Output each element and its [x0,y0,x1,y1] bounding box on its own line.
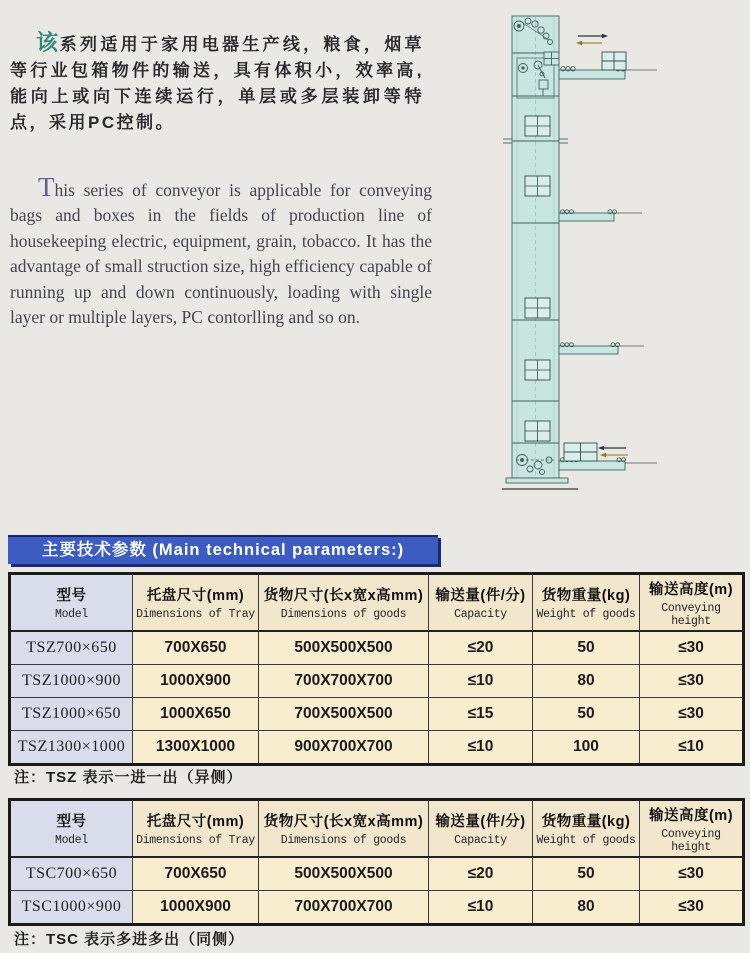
cell-goods-dimensions: 900X700X700 [259,731,429,765]
cell-weight-of-goods: 100 [533,731,640,765]
cell-conveying-height: ≤30 [640,891,744,925]
table-row [10,665,744,698]
cell-goods-dimensions: 500X500X500 [259,857,429,891]
column-header-conveying-height: 输送高度(m) Conveying height [640,800,744,858]
cell-capacity: ≤20 [429,857,533,891]
cell-capacity: ≤10 [429,731,533,765]
intro-zh-text: 系列适用于家用电器生产线，粮食，烟草等行业包箱物件的输送，具有体积小，效率高,能向上或向下连续运行，单层或多层装卸等特点，采用PC控制。 [10,35,424,132]
column-header-capacity: 输送量(件/分) Capacity [429,800,533,858]
cell-tray-dimensions: 1000X650 [133,698,259,731]
cell-weight-of-goods: 80 [533,665,640,698]
column-header-tray-dimensions: 托盘尺寸(mm) Dimensions of Tray [133,574,259,632]
cell-conveying-height: ≤30 [640,857,744,891]
tsc-note: 注：TSC 表示多进多出（同侧） [14,931,245,948]
cell-weight-of-goods: 50 [533,857,640,891]
cell-goods-dimensions: 700X700X700 [259,665,429,698]
tsz-spec-table [8,572,745,766]
cell-conveying-height: ≤30 [640,698,744,731]
cell-model: TSZ1300×1000 [10,731,133,765]
cell-goods-dimensions: 700X500X500 [259,698,429,731]
cell-model: TSZ1000×650 [10,698,133,731]
tsz-note: 注：TSZ 表示一进一出（异侧） [14,769,243,786]
table-row [10,891,744,925]
cell-model: TSZ1000×900 [10,665,133,698]
table-row [10,698,744,731]
column-header-goods-dimensions: 货物尺寸(长x宽x高mm) Dimensions of goods [259,574,429,632]
cell-conveying-height: ≤30 [640,665,744,698]
cell-conveying-height: ≤10 [640,731,744,765]
column-header-tray-dimensions: 托盘尺寸(mm) Dimensions of Tray [133,800,259,858]
cell-capacity: ≤10 [429,891,533,925]
cell-weight-of-goods: 50 [533,698,640,731]
column-header-capacity: 输送量(件/分) Capacity [429,574,533,632]
cell-model: TSC1000×900 [10,891,133,925]
column-header-conveying-height: 输送高度(m) Conveying height [640,574,744,632]
cell-tray-dimensions: 1300X1000 [133,731,259,765]
dropcap-zh: 该 [36,30,60,55]
column-header-weight-of-goods: 货物重量(kg) Weight of goods [533,800,640,858]
column-header-model: 型号 Model [10,574,133,632]
cell-tray-dimensions: 1000X900 [133,891,259,925]
intro-en-text: his series of conveyor is applicable for conveying bags and boxes in the fields of production line of housekeeping electric, equipment, grain, tobacco. It has the advantage of small struction size, high efficiency capable of running up and down continuously, loading with single layer or multiple layers, PC contorlling and so on. [10,179,432,327]
cell-model: TSZ700×650 [10,631,133,665]
cell-weight-of-goods: 80 [533,891,640,925]
column-header-model: 型号 Model [10,800,133,858]
intro-paragraph-zh [10,30,424,136]
table-row [10,631,744,665]
cell-tray-dimensions: 700X650 [133,631,259,665]
section-header-bar [8,535,438,564]
cell-goods-dimensions: 500X500X500 [259,631,429,665]
column-header-weight-of-goods: 货物重量(kg) Weight of goods [533,574,640,632]
cell-weight-of-goods: 50 [533,631,640,665]
cell-tray-dimensions: 700X650 [133,857,259,891]
table-row [10,731,744,765]
cell-goods-dimensions: 700X700X700 [259,891,429,925]
tsc-spec-table [8,798,745,926]
cell-capacity: ≤15 [429,698,533,731]
cell-conveying-height: ≤30 [640,631,744,665]
table-row [10,857,744,891]
conveyor-diagram [492,8,664,500]
dropcap-en: T [38,171,55,202]
cell-model: TSC700×650 [10,857,133,891]
cell-capacity: ≤20 [429,631,533,665]
column-header-goods-dimensions: 货物尺寸(长x宽x高mm) Dimensions of goods [259,800,429,858]
section-header-title: 主要技术参数 (Main technical parameters:) [41,541,405,559]
cell-tray-dimensions: 1000X900 [133,665,259,698]
cell-capacity: ≤10 [429,665,533,698]
intro-paragraph-en [10,171,432,331]
